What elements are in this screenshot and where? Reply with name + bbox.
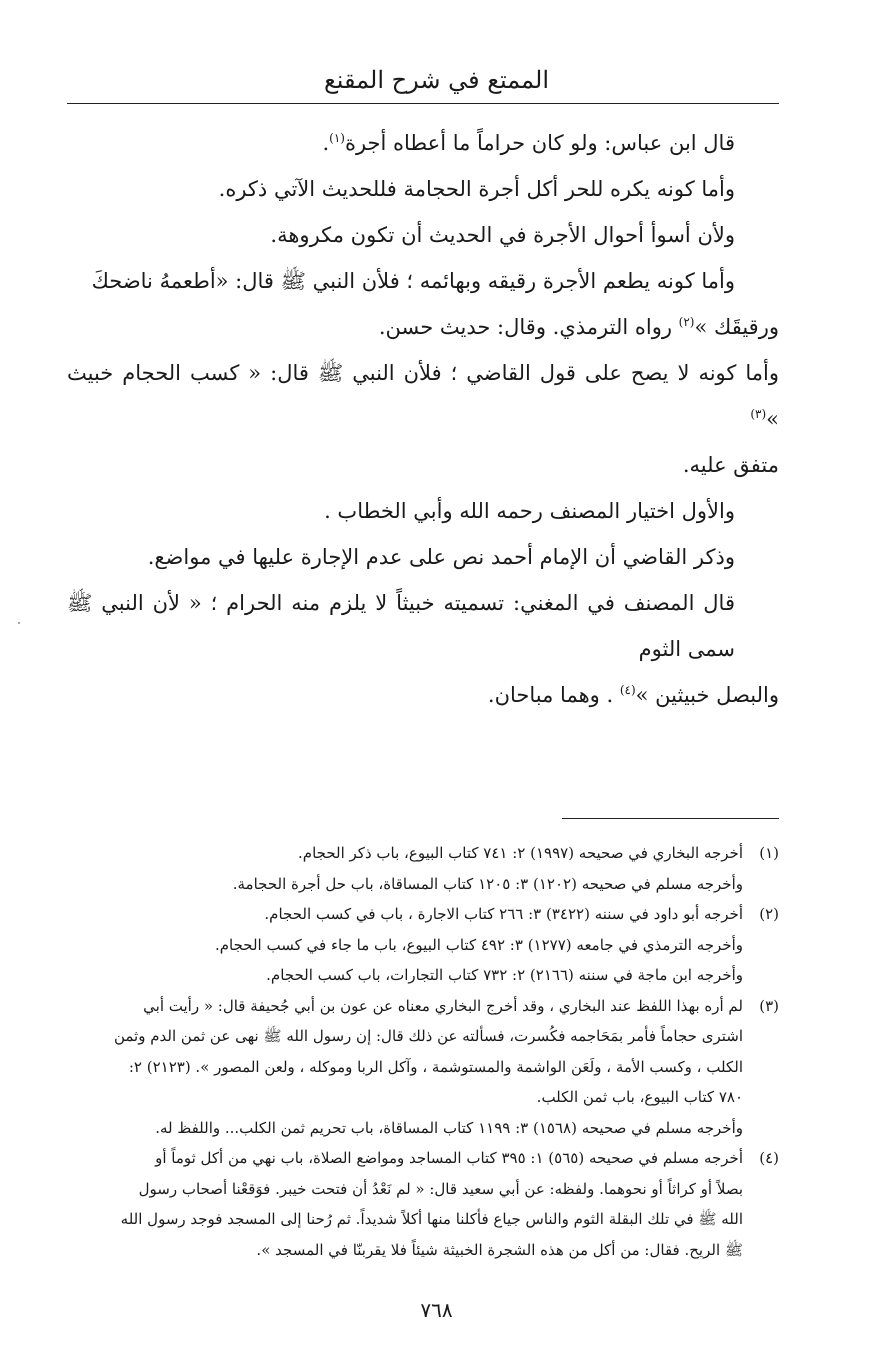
header-rule	[67, 103, 779, 104]
footnote-line: وأخرجه ابن ماجة في سننه (٢١٦٦) ٢: ٧٣٢ كتاب التجارات، باب كسب الحجام.	[266, 966, 743, 984]
paragraph-line: وأما كونه يكره للحر أكل أجرة الحجامة فللحديث الآتي ذكره.	[218, 177, 735, 201]
paragraph-line: والأول اختيار المصنف رحمه الله وأبي الخطاب .	[324, 499, 735, 523]
footnote-number: (٢)	[759, 905, 779, 923]
footnote-line: وأخرجه مسلم في صحيحه (١٥٦٨) ٣: ١١٩٩ كتاب المساقاة، باب تحريم ثمن الكلب... واللفظ له.	[155, 1118, 743, 1137]
footnote-ref: (٢)	[678, 315, 695, 329]
paragraph-line: ولأن أسوأ أحوال الأجرة في الحديث أن تكون مكروهة.	[270, 223, 735, 247]
paragraph-line	[67, 672, 779, 718]
paragraph-line	[67, 350, 779, 442]
footnote-line: لم أره بهذا اللفظ عند البخاري ، وقد أخرج البخاري معناه عن عون بن أبي جُحيفة قال: « رأيت أبي	[143, 996, 743, 1015]
page-number: ٧٦٨	[420, 1298, 453, 1322]
paragraph-line: وأما كونه يطعم الأجرة رقيقه وبهائمه ؛ فلأن النبي ﷺ قال: «أطعمهُ ناضحكَ	[91, 269, 735, 293]
paragraph-line	[67, 304, 779, 350]
paragraph-line: متفق عليه.	[682, 453, 779, 477]
footnote-line: أخرجه أبو داود في سننه (٣٤٢٢) ٣: ٢٦٦ كتاب الاجارة ، باب في كسب الحجام.	[264, 905, 743, 923]
footnote-line: وأخرجه الترمذي في جامعه (١٢٧٧) ٣: ٤٩٢ كتاب البيوع، باب ما جاء في كسب الحجام.	[215, 935, 743, 954]
footnote-body	[67, 1143, 743, 1265]
footnotes-section	[67, 838, 779, 1265]
footnote-3	[67, 991, 779, 1144]
text-run: رواه الترمذي. وقال: حديث حسن.	[378, 315, 679, 339]
text-run: والبصل خبيثين »	[635, 683, 779, 707]
paragraph-line	[67, 120, 779, 166]
footnote-body	[67, 899, 743, 991]
footnote-line: وأخرجه مسلم في صحيحه (١٢٠٢) ٣: ١٢٠٥ كتاب المساقاة، باب حل أجرة الحجامة.	[232, 874, 743, 893]
footnote-number: (١)	[759, 844, 779, 862]
footnote-line: ٧٨٠ كتاب البيوع، باب ثمن الكلب.	[536, 1088, 743, 1106]
paragraph-line: وذكر القاضي أن الإمام أحمد نص على عدم الإجارة عليها في مواضع.	[147, 545, 735, 569]
footnote-number: (٤)	[759, 1149, 779, 1167]
footnote-line: اشترى حجاماً فأمر بمَحَاجمه فكُسرت، فسألته عن ذلك قال: إن رسول الله ﷺ نهى عن ثمن الدم وثمن	[113, 1027, 743, 1045]
footnote-line: الله ﷺ في تلك البقلة الثوم والناس جياع فأكلنا منها أكلاً شديداً. ثم رُحنا إلى المسجد فوجد رسول الله	[120, 1210, 743, 1228]
footnote-line: أخرجه البخاري في صحيحه (١٩٩٧) ٢: ٧٤١ كتاب البيوع، باب ذكر الحجام.	[298, 844, 743, 862]
footnote-number: (٣)	[759, 996, 779, 1015]
footnote-line: ﷺ الريح. فقال: من أكل من هذه الشجرة الخبيثة شيئاً فلا يقربنّا في المسجد ».	[256, 1240, 743, 1259]
text-run: ورقيقَك »	[694, 315, 779, 339]
scan-speck	[18, 622, 20, 624]
text-run: .	[322, 131, 330, 155]
text-run: قال ابن عباس: ولو كان حراماً ما أعطاه أجرة	[344, 131, 735, 155]
text-run: . وهما مباحان.	[487, 683, 620, 707]
footnote-ref: (٤)	[619, 683, 636, 697]
running-header-title: الممتع في شرح المقنع	[324, 66, 549, 94]
footnote-ref: (٣)	[750, 407, 767, 421]
footnote-ref: (١)	[329, 131, 345, 145]
main-text	[67, 120, 779, 718]
footnote-body	[67, 991, 743, 1144]
paragraph-line: قال المصنف في المغني: تسميته خبيثاً لا يلزم منه الحرام ؛ « لأن النبي ﷺ سمى الثوم	[67, 591, 735, 661]
footnote-body	[67, 838, 743, 899]
footnote-4	[67, 1143, 779, 1265]
footnote-separator	[562, 818, 779, 819]
text-run: وأما كونه لا يصح على قول القاضي ؛ فلأن النبي ﷺ قال: « كسب الحجام خبيث »	[67, 361, 779, 431]
footnote-line: أخرجه مسلم في صحيحه (٥٦٥) ١: ٣٩٥ كتاب المساجد ومواضع الصلاة، باب نهي من أكل ثوماً أو	[155, 1149, 743, 1167]
footnote-1	[67, 838, 779, 899]
footnote-line: بصلاً أو كراثاً أو نحوهما. ولفظه: عن أبي سعيد قال: « لم نَعْدُ أن فتحت خيبر. فوَقعْنا أصحاب رسول	[138, 1179, 743, 1198]
footnote-line: الكلب ، وكسب الأمة ، ولَعَن الواشمة والمستوشمة ، وآكل الربا وموكله ، ولعن المصور ». (٢١٢٣) ٢:	[128, 1057, 743, 1076]
footnote-2	[67, 899, 779, 991]
